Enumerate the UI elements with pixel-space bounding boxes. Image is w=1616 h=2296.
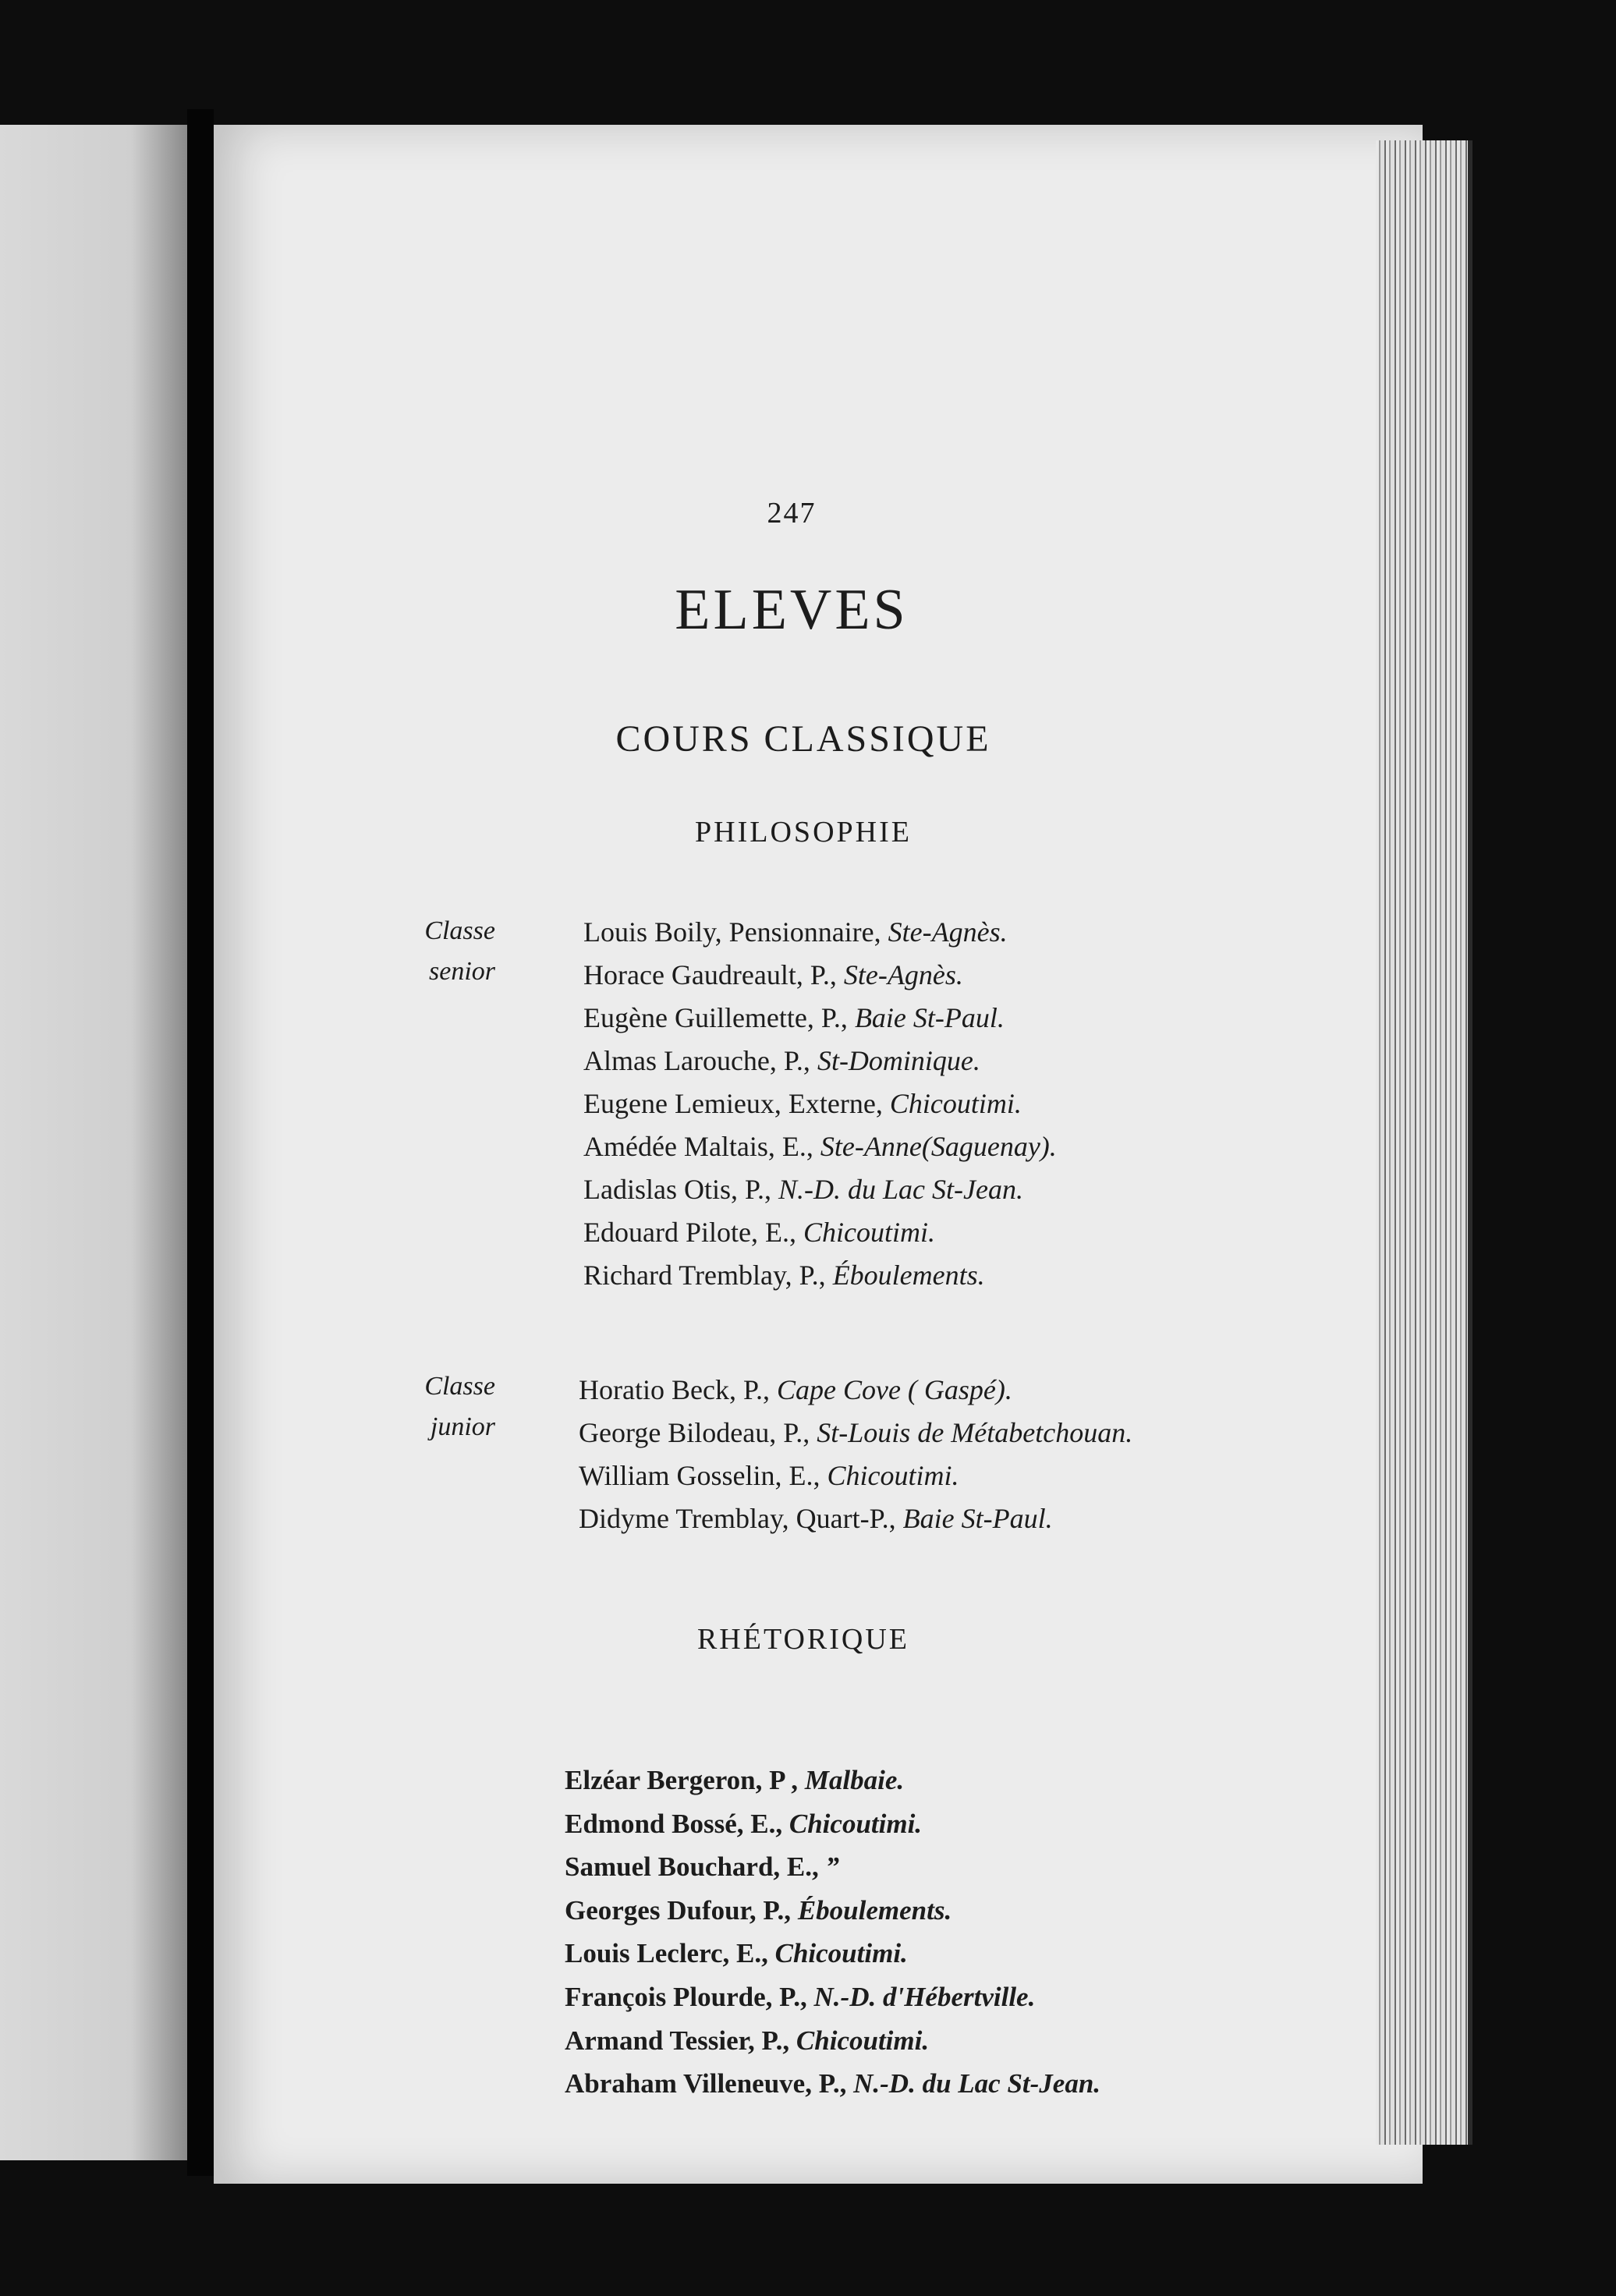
student-name: Amédée Maltais, E., (583, 1131, 820, 1162)
student-hometown: Ste-Anne(Saguenay). (820, 1131, 1057, 1162)
student-name: Horatio Beck, P., (579, 1374, 777, 1405)
page-title: ELEVES (675, 578, 909, 642)
rhetorique-heading: RHÉTORIQUE (696, 1623, 910, 1656)
student-name: Eugene Lemieux, Externe, (583, 1088, 890, 1119)
student-entry (583, 1168, 1057, 1211)
previous-page-edge (0, 125, 187, 2160)
page-stack-edges (1376, 140, 1472, 2145)
student-entry (565, 1932, 1100, 1975)
student-hometown: Éboulements. (797, 1894, 952, 1926)
student-entry (583, 1211, 1057, 1254)
student-name: Louis Boily, Pensionnaire, (583, 916, 888, 948)
page-number: 247 (767, 497, 817, 530)
student-hometown: Éboulements. (832, 1260, 985, 1291)
student-name: Louis Leclerc, E., (565, 1938, 775, 1969)
student-name: Didyme Tremblay, Quart-P., (579, 1503, 903, 1534)
student-hometown: Ste-Agnès. (888, 916, 1008, 948)
student-name: Horace Gaudreault, P., (583, 959, 844, 990)
student-entry (583, 1254, 1057, 1297)
student-entry (583, 1125, 1057, 1168)
student-entry (583, 911, 1057, 954)
course-heading: COURS CLASSIQUE (615, 718, 991, 760)
classe-label-word: Classe (424, 916, 495, 945)
student-hometown: N.-D. du Lac St-Jean. (778, 1174, 1023, 1205)
student-name: Almas Larouche, P., (583, 1045, 817, 1076)
student-hometown: Chicoutimi. (796, 2025, 930, 2056)
student-hometown: Malbaie. (804, 1765, 905, 1795)
student-name: Edmond Bossé, E., (565, 1808, 789, 1839)
student-hometown: Chicoutimi. (889, 1088, 1022, 1119)
student-entry (565, 1759, 1100, 1802)
classe-junior-label (394, 1366, 495, 1447)
student-hometown: Chicoutimi. (789, 1808, 923, 1839)
student-name: Elzéar Bergeron, P , (565, 1765, 805, 1795)
student-entry (565, 1889, 1100, 1933)
student-entry (583, 1040, 1057, 1082)
student-hometown: Cape Cove ( Gaspé). (776, 1374, 1012, 1405)
student-entry (565, 1975, 1100, 2019)
student-hometown: Chicoutimi. (803, 1217, 935, 1248)
philosophie-junior-list (579, 1369, 1132, 1540)
student-hometown: N.-D. d'Hébertville. (813, 1981, 1036, 2012)
student-hometown: St-Louis de Métabetchouan. (817, 1417, 1133, 1448)
student-hometown: N.-D. du Lac St-Jean. (853, 2068, 1101, 2099)
rhetorique-list (565, 1759, 1100, 2106)
student-name: Samuel Bouchard, E., (565, 1851, 826, 1883)
student-entry (583, 1082, 1057, 1125)
student-entry (583, 997, 1057, 1040)
student-entry (565, 1845, 1100, 1889)
student-hometown: Baie St-Paul. (902, 1503, 1053, 1534)
student-entry (565, 2019, 1100, 2063)
student-name: Ladislas Otis, P., (583, 1174, 779, 1205)
student-name: George Bilodeau, P., (579, 1417, 817, 1448)
student-entry (579, 1454, 1132, 1497)
student-hometown: St-Dominique. (817, 1045, 980, 1076)
student-name: Richard Tremblay, P., (583, 1260, 833, 1291)
junior-label-word: junior (430, 1412, 495, 1441)
book-gutter (187, 109, 214, 2176)
student-entry (579, 1497, 1132, 1540)
classe-label-word: Classe (424, 1372, 495, 1401)
classe-senior-label (394, 911, 495, 992)
student-entry (583, 954, 1057, 997)
student-entry (579, 1412, 1132, 1454)
student-entry (579, 1369, 1132, 1412)
student-name: Edouard Pilote, E., (583, 1217, 803, 1248)
student-hometown: ” (825, 1851, 839, 1883)
student-hometown: Ste-Agnès. (843, 959, 963, 990)
student-hometown: Baie St-Paul. (854, 1002, 1005, 1033)
student-name: Abraham Villeneuve, P., (565, 2068, 854, 2099)
student-name: Georges Dufour, P., (565, 1894, 798, 1926)
philosophie-senior-list (583, 911, 1057, 1297)
student-hometown: Chicoutimi. (774, 1938, 908, 1969)
student-entry (565, 1802, 1100, 1846)
student-name: Armand Tessier, P., (565, 2025, 796, 2056)
senior-label-word: senior (429, 957, 495, 986)
student-hometown: Chicoutimi. (827, 1460, 959, 1491)
student-entry (565, 2062, 1100, 2106)
philosophie-heading: PHILOSOPHIE (695, 816, 912, 849)
student-name: François Plourde, P., (565, 1981, 814, 2012)
student-name: Eugène Guillemette, P., (583, 1002, 855, 1033)
student-name: William Gosselin, E., (579, 1460, 827, 1491)
